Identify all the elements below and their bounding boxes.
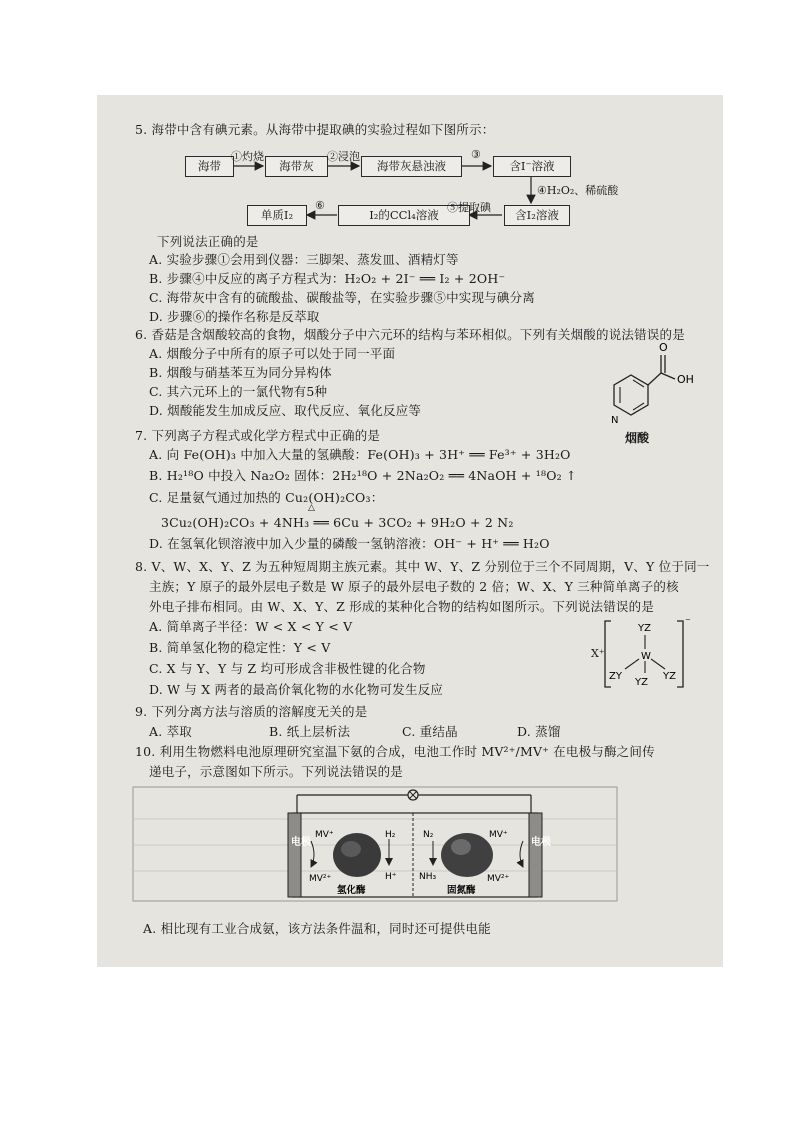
q5-stem: 5. 海带中含有碘元素。从海带中提取碘的实验过程如下图所示： [135, 122, 495, 137]
right-mv2-plus: MV²⁺ [487, 874, 510, 884]
left-mv2-plus: MV²⁺ [309, 874, 332, 884]
q5-lead: 下列说法正确的是 [157, 234, 259, 249]
q6-option-c: C. 其六元环上的一氯代物有5种 [149, 384, 328, 399]
proton-label: H⁺ [385, 872, 397, 882]
q8-option-d: D. W 与 X 两者的最高价氧化物的水化物可发生反应 [149, 682, 444, 697]
step4-label: ④H₂O₂、稀硫酸 [537, 184, 619, 197]
compound-cation: X⁺ [591, 647, 605, 660]
q7-option-d: D. 在氢氧化钡溶液中加入少量的磷酸一氢钠溶液：OH⁻ + H⁺ ══ H₂O [149, 536, 550, 551]
flow-box-iodide-solution: 含I⁻溶液 [493, 156, 571, 177]
compound-structure [589, 617, 699, 697]
q9-option-d: D. 蒸馏 [517, 724, 561, 739]
q6-option-d: D. 烟酸能发生加成反应、取代反应、氧化反应等 [149, 403, 422, 418]
structure-nitrogen-label: N [611, 415, 619, 426]
q10-stem-line2: 递电子，示意图如下所示。下列说法错误的是 [149, 764, 404, 779]
q6-option-a: A. 烟酸分子中所有的原子可以处于同一平面 [149, 346, 396, 361]
hydrogen-label: H₂ [385, 830, 396, 840]
step1-label: ①灼烧 [231, 150, 264, 163]
q7-option-c: C. 足量氨气通过加热的 Cu₂(OH)₂CO₃： [149, 490, 384, 505]
q6-stem: 6. 香菇是含烟酸较高的食物，烟酸分子中六元环的结构与苯环相似。下列有关烟酸的说法错误的是 [135, 327, 685, 342]
q10-option-a: A. 相比现有工业合成氨，该方法条件温和，同时还可提供电能 [143, 921, 491, 936]
flow-box-seaweed: 海带 [185, 156, 234, 177]
heat-symbol: △ [308, 503, 315, 513]
nitrogen-label: N₂ [423, 830, 434, 840]
q7-option-a: A. 向 Fe(OH)₃ 中加入大量的氢碘酸：Fe(OH)₃ + 3H⁺ ══ Fe³⁺ + 3H₂O [149, 447, 571, 462]
q9-stem: 9. 下列分离方法与溶质的溶解度无关的是 [135, 704, 368, 719]
q7-option-c-equation: 3Cu₂(OH)₂CO₃ + 4NH₃ ══ 6Cu + 3CO₂ + 9H₂O + 2 N₂ [161, 515, 514, 530]
flow-box-ash: 海带灰 [265, 156, 328, 177]
right-mv-plus: MV⁺ [489, 830, 508, 840]
compound-yz-bottom: YZ [635, 677, 648, 688]
exam-sheet [97, 95, 723, 967]
q8-option-a: A. 简单离子半径：W < X < Y < V [149, 619, 353, 634]
q10-stem-line1: 10. 利用生物燃料电池原理研究室温下氨的合成，电池工作时 MV²⁺/MV⁺ 在电极与酶之间传 [135, 744, 655, 759]
compound-yz-top: YZ [638, 623, 651, 634]
compound-zy-left: ZY [609, 671, 622, 682]
step3-label: ③ [471, 148, 481, 161]
structure-oxygen-label: O [659, 341, 668, 354]
flow-box-ccl4-solution: I₂的CCl₄溶液 [338, 205, 470, 226]
left-electrode-label-top: 电极 [291, 837, 311, 848]
q5-option-b: B. 步骤④中反应的离子方程式为：H₂O₂ + 2I⁻ ══ I₂ + 2OH⁻ [149, 271, 506, 286]
q5-option-d: D. 步骤⑥的操作名称是反萃取 [149, 309, 320, 324]
step6-label: ⑥ [315, 199, 325, 212]
q9-option-b: B. 纸上层析法 [269, 724, 351, 739]
q8-option-b: B. 简单氢化物的稳定性：Y < V [149, 640, 331, 655]
compound-w-center: W [641, 651, 651, 662]
q9-option-c: C. 重结晶 [402, 724, 458, 739]
right-electrode-label-top: 电极 [531, 837, 551, 848]
flow-box-iodine: 单质I₂ [247, 205, 307, 226]
ammonia-label: NH₃ [419, 872, 437, 882]
nicotinic-acid-structure [597, 339, 707, 431]
compound-yz-right: YZ [663, 671, 676, 682]
nicotinic-acid-name: 烟酸 [625, 431, 650, 445]
structure-oh-label: OH [677, 373, 694, 386]
left-mv-plus: MV⁺ [315, 830, 334, 840]
q8-stem-line3: 外电子排布相同。由 W、X、Y、Z 形成的某种化合物的结构如图所示。下列说法错误的是 [149, 599, 655, 614]
nitrogenase-label: 固氮酶 [447, 885, 476, 896]
q5-option-c: C. 海带灰中含有的硫酸盐、碳酸盐等，在实验步骤⑤中实现与碘分离 [149, 290, 535, 305]
q9-option-a: A. 萃取 [149, 724, 192, 739]
step2-label: ②浸泡 [327, 150, 360, 163]
flow-box-suspension: 海带灰悬浊液 [361, 156, 462, 177]
q7-option-b: B. H₂¹⁸O 中投入 Na₂O₂ 固体：2H₂¹⁸O + 2Na₂O₂ ══ 4NaOH + ¹⁸O₂ ↑ [149, 468, 577, 483]
q8-stem-line2: 主族；Y 原子的最外层电子数是 W 原子的最外层电子数的 2 倍；W、X、Y 三种简单离子的核 [149, 579, 679, 594]
flow-box-iodine-solution: 含I₂溶液 [504, 205, 570, 226]
q5-option-a: A. 实验步骤①会用到仪器：三脚架、蒸发皿、酒精灯等 [149, 252, 459, 267]
fuel-cell-figure [97, 783, 723, 923]
compound-charge: ⁻ [685, 617, 691, 628]
q7-stem: 7. 下列离子方程式或化学方程式中正确的是 [135, 428, 381, 443]
step5-label: ⑤提取碘 [447, 201, 491, 214]
q6-option-b: B. 烟酸与硝基苯互为同分异构体 [149, 365, 332, 380]
q8-stem-line1: 8. V、W、X、Y、Z 为五种短周期主族元素。其中 W、Y、Z 分别位于三个不同周期，V、Y 位于同一 [135, 559, 710, 574]
q8-option-c: C. X 与 Y、Y 与 Z 均可形成含非极性键的化合物 [149, 661, 426, 676]
hydrogenase-label: 氢化酶 [337, 885, 366, 896]
